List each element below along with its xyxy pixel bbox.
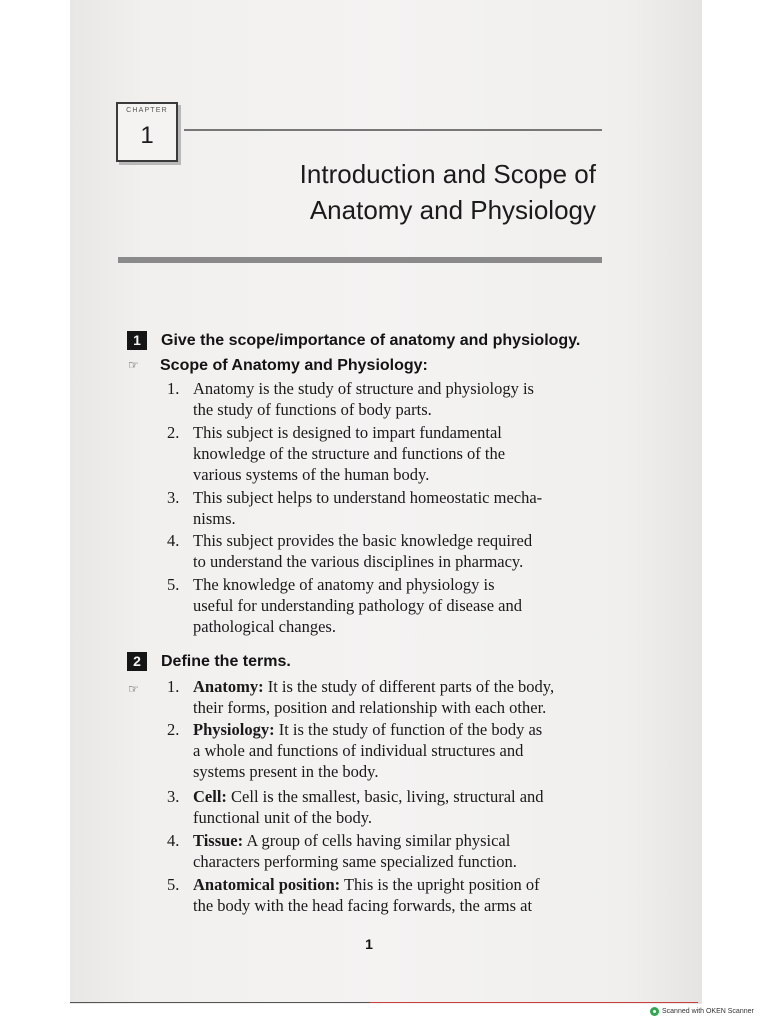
list-item-text	[193, 487, 607, 529]
list-item-line	[193, 551, 607, 572]
question-number-badge: 2	[127, 652, 147, 671]
pointing-hand-icon: ☞	[128, 682, 139, 696]
line-text: A group of cells having similar physical	[243, 831, 511, 850]
list-item-number: 5.	[167, 575, 180, 594]
list-item-line	[193, 874, 607, 895]
scan-bottom-rule-left	[70, 1002, 370, 1003]
list-item-line	[193, 786, 607, 807]
list-item-line	[193, 830, 607, 851]
list-item-number: 2.	[167, 423, 180, 442]
list-item-line	[193, 676, 607, 697]
list-item-number: 2.	[167, 720, 180, 739]
list-item-line	[193, 487, 607, 508]
line-text: nisms.	[193, 509, 236, 528]
term-label: Anatomical position:	[193, 875, 341, 894]
scanner-watermark	[650, 1007, 754, 1016]
line-text: useful for understanding pathology of disease and	[193, 596, 523, 615]
list-item	[167, 719, 607, 782]
list-item-text	[193, 676, 607, 718]
line-text: their forms, position and relationship with each other.	[193, 698, 547, 717]
list-item-text	[193, 830, 607, 872]
list-item-text	[193, 574, 607, 637]
list-item	[167, 487, 607, 529]
list-item	[167, 830, 607, 872]
list-item-line	[193, 697, 607, 718]
list-item-text	[193, 530, 607, 572]
line-text: This subject is designed to impart fundamental	[193, 423, 502, 442]
term-label: Anatomy:	[193, 677, 264, 696]
list-item-line	[193, 851, 607, 872]
list-item-line	[193, 530, 607, 551]
list-item-line	[193, 761, 607, 782]
list-item-line	[193, 807, 607, 828]
list-item	[167, 530, 607, 572]
line-text: characters performing same specialized function.	[193, 852, 517, 871]
list-item-number: 1.	[167, 677, 180, 696]
list-item-number: 4.	[167, 531, 180, 550]
list-item-line	[193, 464, 607, 485]
list-item-line	[193, 895, 607, 916]
chapter-box	[116, 102, 178, 162]
line-text: This subject provides the basic knowledge required	[193, 531, 533, 550]
line-text: knowledge of the structure and functions of the	[193, 444, 506, 463]
list-item-text	[193, 719, 607, 782]
line-text: the body with the head facing forwards, the arms at	[193, 896, 533, 915]
header-rule	[184, 129, 602, 131]
line-text: This subject helps to understand homeostatic mecha-	[193, 488, 543, 507]
line-text: to understand the various disciplines in pharmacy.	[193, 552, 524, 571]
list-item-line	[193, 740, 607, 761]
line-text: It is the study of different parts of the body,	[263, 677, 555, 696]
list-item	[167, 676, 607, 718]
line-text: various systems of the human body.	[193, 465, 430, 484]
list-item-number: 3.	[167, 488, 180, 507]
list-item-line	[193, 616, 607, 637]
term-label: Cell:	[193, 787, 227, 806]
line-text: a whole and functions of individual structures and	[193, 741, 524, 760]
list-item	[167, 874, 607, 916]
list-item-line	[193, 719, 607, 740]
pointing-hand-icon: ☞	[128, 358, 139, 372]
list-item	[167, 574, 607, 637]
chapter-title	[230, 156, 596, 228]
list-item	[167, 422, 607, 485]
line-text: It is the study of function of the body as	[274, 720, 543, 739]
list-item-line	[193, 443, 607, 464]
list-item-text	[193, 874, 607, 916]
chapter-number: 1	[140, 122, 154, 149]
line-text: Anatomy is the study of structure and physiology is	[193, 379, 534, 398]
list-item-number: 1.	[167, 379, 180, 398]
question-text: Define the terms.	[161, 653, 291, 670]
chapter-label: CHAPTER	[126, 107, 168, 114]
scanner-text: Scanned with OKEN Scanner	[662, 1008, 754, 1015]
term-label: Tissue:	[193, 831, 244, 850]
list-item	[167, 786, 607, 828]
title-divider	[118, 257, 602, 263]
question-number-badge: 1	[127, 331, 147, 350]
chapter-title-line1: Introduction and Scope of	[299, 159, 596, 189]
question-text: Give the scope/importance of anatomy and physiology.	[161, 332, 581, 349]
list-item	[167, 378, 607, 420]
scanner-logo-icon	[650, 1007, 659, 1016]
term-label: Physiology:	[193, 720, 275, 739]
list-item-line	[193, 574, 607, 595]
line-text: The knowledge of anatomy and physiology is	[193, 575, 495, 594]
line-text: This is the upright position of	[340, 875, 540, 894]
line-text: Cell is the smallest, basic, living, structural and	[226, 787, 544, 806]
list-item-number: 5.	[167, 875, 180, 894]
subheading: Scope of Anatomy and Physiology:	[160, 357, 428, 374]
list-item-number: 3.	[167, 787, 180, 806]
list-item-number: 4.	[167, 831, 180, 850]
list-item-line	[193, 378, 607, 399]
list-item-line	[193, 595, 607, 616]
line-text: pathological changes.	[193, 617, 336, 636]
list-item-text	[193, 422, 607, 485]
page-number: 1	[365, 936, 373, 952]
list-item-line	[193, 422, 607, 443]
list-item-line	[193, 399, 607, 420]
list-item-line	[193, 508, 607, 529]
chapter-title-line2: Anatomy and Physiology	[309, 195, 596, 225]
list-item-text	[193, 378, 607, 420]
line-text: the study of functions of body parts.	[193, 400, 432, 419]
line-text: functional unit of the body.	[193, 808, 373, 827]
line-text: systems present in the body.	[193, 762, 379, 781]
list-item-text	[193, 786, 607, 828]
